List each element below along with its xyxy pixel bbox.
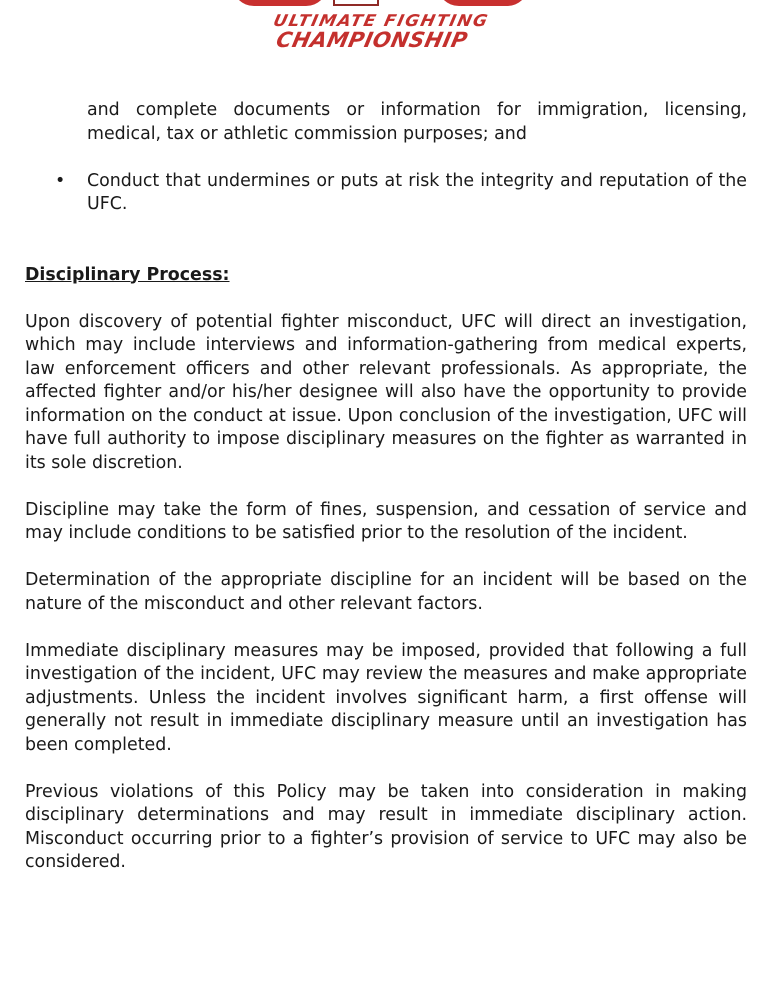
- logo-emblem-left: [232, 0, 328, 6]
- bullet-text: Conduct that undermines or puts at risk the integrity and reputation of the UFC.: [87, 170, 747, 214]
- paragraph-previous-violations: Previous violations of this Policy may be taken into consideration in making disciplinary determinations and may result in immediate disciplinary action. Misconduct occurring prior to a fighter’s provision of service to UFC may also be considered.: [25, 781, 747, 872]
- logo-emblem: [0, 0, 762, 8]
- logo-emblem-right: [437, 0, 529, 6]
- paragraph-discovery: Upon discovery of potential fighter misconduct, UFC will direct an investigation, which may include interviews and information-gathering from medical experts, law enforcement officers and other relevant professionals. As appropriate, the affected fighter and/or his/her designee will also have the opportunity to provide information on the conduct at issue. Upon conclusion of the investigation, UFC will have full authority to impose disciplinary measures on the fighter as warranted in its sole discretion.: [25, 311, 747, 473]
- ufc-logo: [0, 0, 762, 60]
- document-body: [25, 99, 747, 875]
- continued-list-text: and complete documents or information for immigration, licensing, medical, tax or athletic commission purposes; and: [87, 100, 747, 144]
- logo-text-ultimate-fighting: ULTIMATE FIGHTING: [271, 11, 491, 31]
- bullet-marker: •: [55, 170, 66, 191]
- bullet-list-item: [25, 170, 747, 217]
- paragraph-determination: Determination of the appropriate discipline for an incident will be based on the nature of the misconduct and other relevant factors.: [25, 570, 747, 614]
- section-heading: Disciplinary Process:: [25, 264, 230, 285]
- paragraph-discipline-form: Discipline may take the form of fines, suspension, and cessation of service and may include conditions to be satisfied prior to the resolution of the incident.: [25, 499, 747, 543]
- logo-emblem-center: [333, 0, 379, 6]
- logo-text-championship: CHAMPIONSHIP: [274, 28, 470, 52]
- paragraph-immediate-measures: Immediate disciplinary measures may be imposed, provided that following a full investigation of the incident, UFC may review the measures and make appropriate adjustments. Unless the incident involves significant harm, a first offense will generally not result in immediate disciplinary measure until an investigation has been completed.: [25, 640, 747, 755]
